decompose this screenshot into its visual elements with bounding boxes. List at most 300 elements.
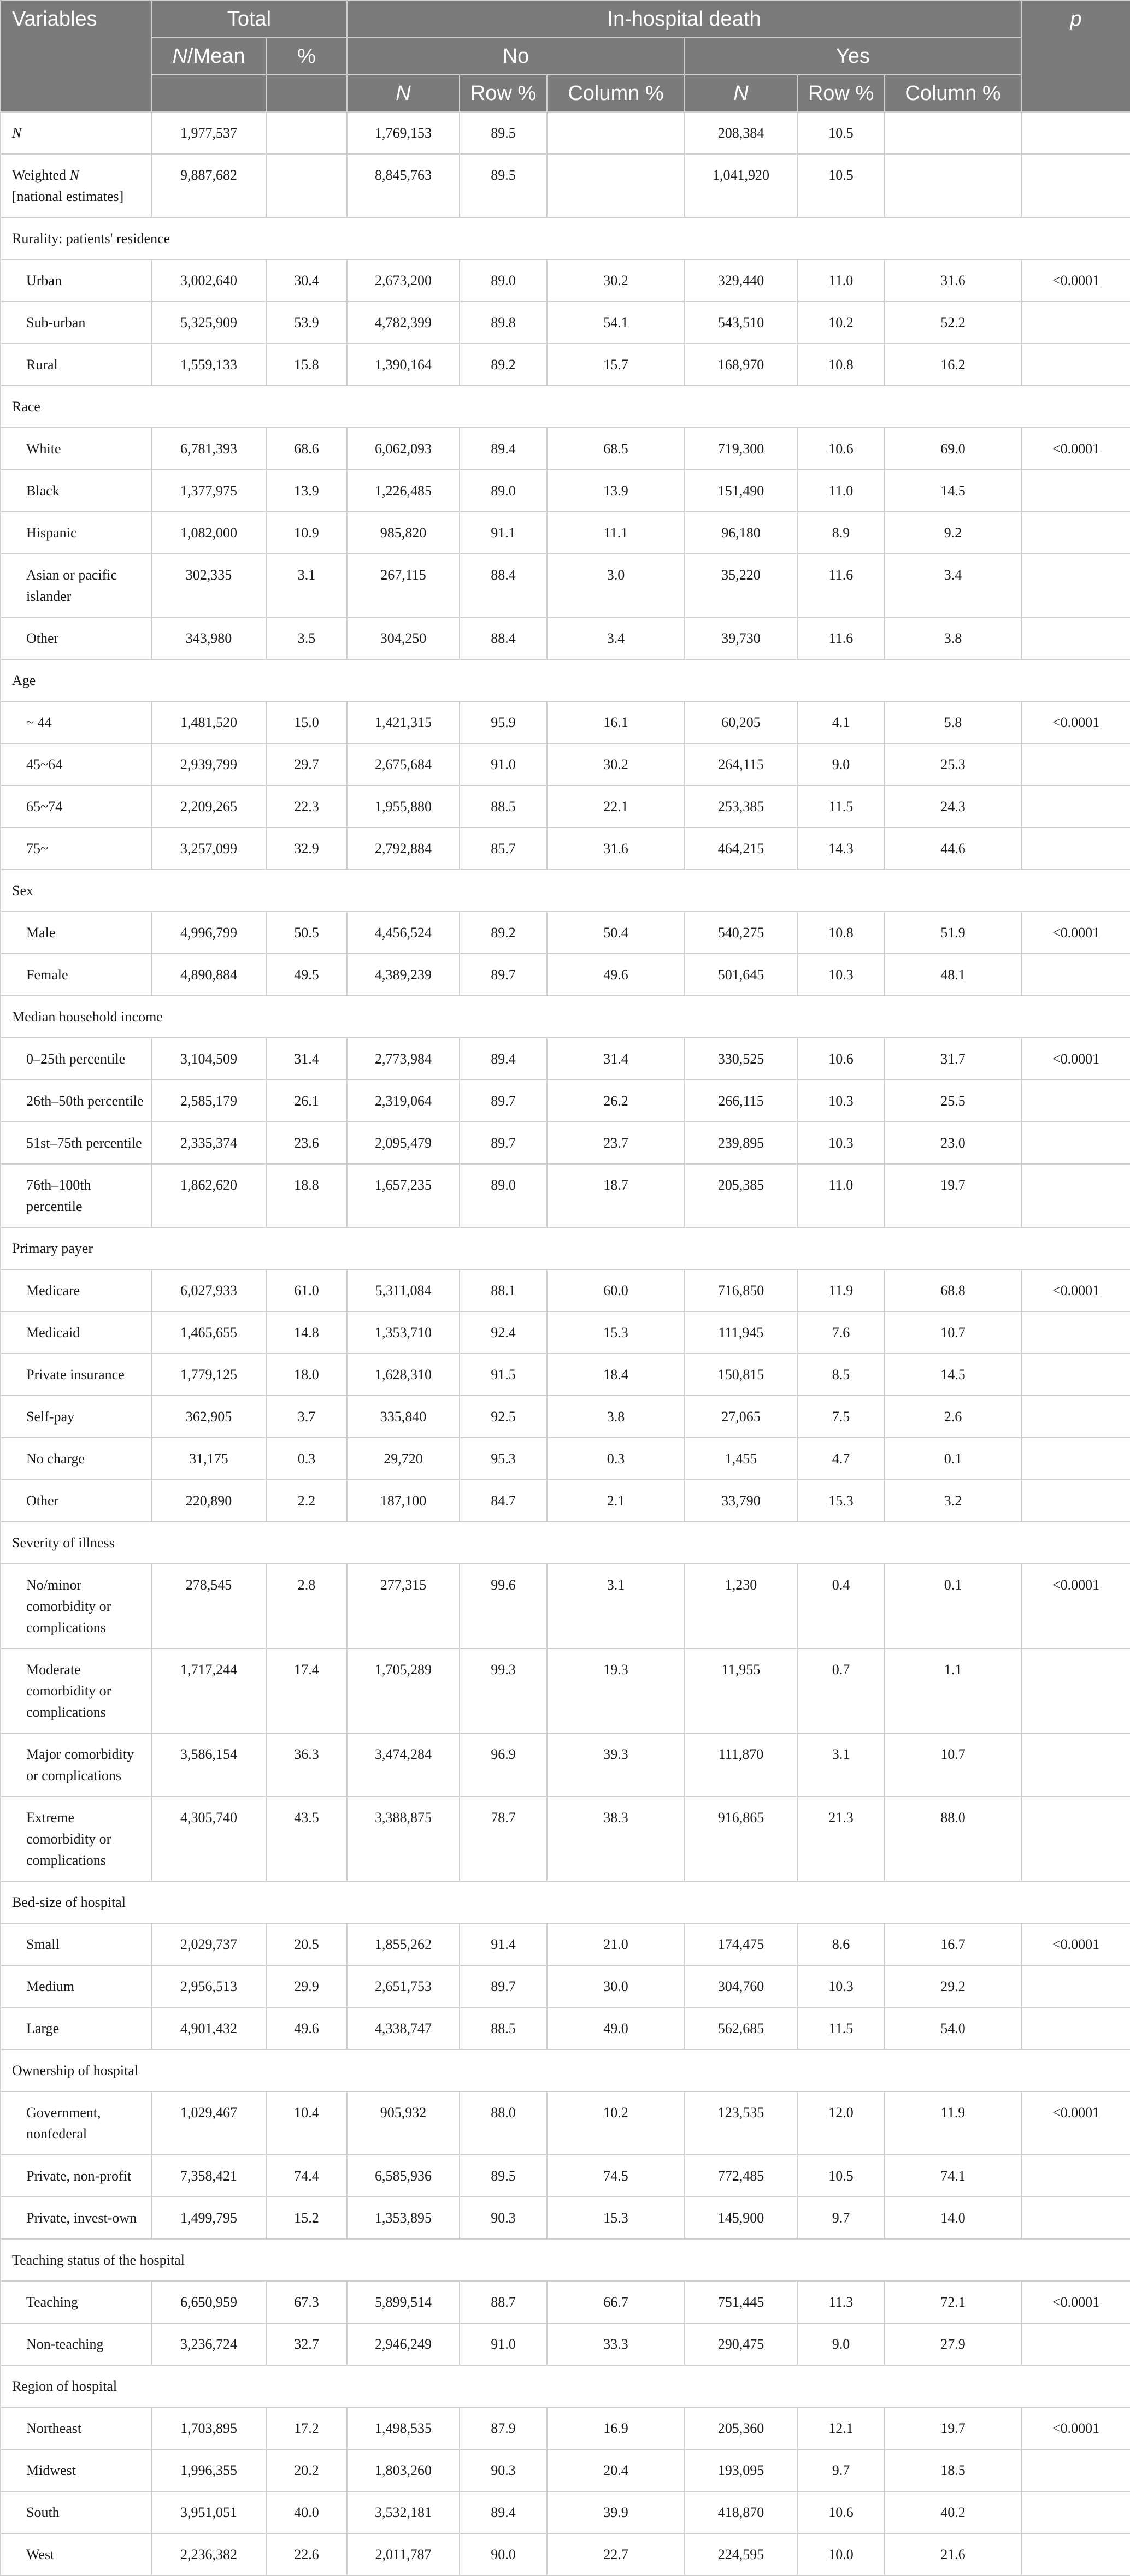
cell-total-pct: 20.2 [266, 2449, 347, 2491]
cell-total-n: 1,499,795 [151, 2197, 266, 2239]
cell-yes-row-pct: 10.3 [797, 1080, 885, 1122]
cell-no-col-pct: 22.7 [547, 2533, 685, 2575]
cell-yes-row-pct: 12.0 [797, 2091, 885, 2155]
table-row [1, 1649, 1130, 1733]
cell-total-pct: 17.4 [266, 1649, 347, 1733]
cell-total-n: 1,779,125 [151, 1354, 266, 1396]
cell-no-row-pct: 78.7 [460, 1797, 547, 1881]
table-row [1, 785, 1130, 828]
cell-total-n: 2,939,799 [151, 743, 266, 785]
row-label: Non-teaching [1, 2323, 151, 2365]
cell-yes-n: 35,220 [685, 554, 797, 617]
row-label: Rural [1, 344, 151, 386]
cell-yes-n: 193,095 [685, 2449, 797, 2491]
cell-total-pct: 15.8 [266, 344, 347, 386]
cell-no-row-pct: 89.7 [460, 1965, 547, 2007]
table-row [1, 112, 1130, 154]
cell-p-value [1021, 785, 1130, 828]
cell-yes-row-pct: 7.6 [797, 1311, 885, 1354]
table-row [1, 2491, 1130, 2533]
cell-total-pct: 14.8 [266, 1311, 347, 1354]
cell-yes-col-pct: 40.2 [885, 2491, 1021, 2533]
cell-yes-row-pct: 10.0 [797, 2533, 885, 2575]
cell-yes-row-pct: 11.6 [797, 617, 885, 659]
cell-total-n: 1,996,355 [151, 2449, 266, 2491]
header-yes: Yes [685, 38, 1021, 75]
section-row [1, 1227, 1130, 1269]
header-blank [266, 75, 347, 112]
cell-no-row-pct: 88.5 [460, 2007, 547, 2049]
table-row [1, 1311, 1130, 1354]
cell-total-n: 3,104,509 [151, 1038, 266, 1080]
cell-yes-n: 540,275 [685, 912, 797, 954]
cell-yes-row-pct: 11.5 [797, 785, 885, 828]
cell-no-n: 2,675,684 [347, 743, 460, 785]
section-row [1, 996, 1130, 1038]
cell-no-col-pct: 31.4 [547, 1038, 685, 1080]
cell-yes-row-pct: 11.6 [797, 554, 885, 617]
cell-no-col-pct: 15.3 [547, 2197, 685, 2239]
table-row [1, 2091, 1130, 2155]
cell-p-value [1021, 1354, 1130, 1396]
cell-no-col-pct: 15.7 [547, 344, 685, 386]
table-row [1, 554, 1130, 617]
cell-no-row-pct: 90.3 [460, 2449, 547, 2491]
table-row [1, 2449, 1130, 2491]
cell-yes-col-pct: 52.2 [885, 302, 1021, 344]
header-variables: Variables [1, 1, 151, 112]
cell-p-value [1021, 1396, 1130, 1438]
cell-yes-n: 1,455 [685, 1438, 797, 1480]
header-total-pct: % [266, 38, 347, 75]
cell-p-value [1021, 1080, 1130, 1122]
cell-no-col-pct: 60.0 [547, 1269, 685, 1311]
header-p: p [1021, 1, 1130, 112]
cell-no-n: 2,946,249 [347, 2323, 460, 2365]
cell-yes-n: 464,215 [685, 828, 797, 870]
section-row [1, 2239, 1130, 2281]
row-label: Major comorbidity or complications [1, 1733, 151, 1797]
table-row [1, 512, 1130, 554]
cell-p-value [1021, 2491, 1130, 2533]
cell-total-n: 302,335 [151, 554, 266, 617]
section-row [1, 386, 1130, 428]
table-row [1, 1564, 1130, 1649]
cell-total-n: 1,481,520 [151, 701, 266, 743]
cell-no-col-pct: 3.1 [547, 1564, 685, 1649]
cell-p-value [1021, 1480, 1130, 1522]
cell-no-n: 3,388,875 [347, 1797, 460, 1881]
cell-yes-col-pct: 14.5 [885, 470, 1021, 512]
cell-yes-n: 27,065 [685, 1396, 797, 1438]
cell-yes-n: 266,115 [685, 1080, 797, 1122]
cell-no-row-pct: 89.4 [460, 428, 547, 470]
cell-yes-row-pct: 15.3 [797, 1480, 885, 1522]
row-label: 51st–75th percentile [1, 1122, 151, 1164]
cell-total-n: 4,901,432 [151, 2007, 266, 2049]
cell-total-pct: 68.6 [266, 428, 347, 470]
cell-yes-row-pct: 10.5 [797, 154, 885, 217]
cell-yes-col-pct: 69.0 [885, 428, 1021, 470]
cell-yes-col-pct: 25.3 [885, 743, 1021, 785]
cell-yes-row-pct: 21.3 [797, 1797, 885, 1881]
cell-yes-row-pct: 9.7 [797, 2449, 885, 2491]
cell-no-row-pct: 88.0 [460, 2091, 547, 2155]
row-label: Medium [1, 1965, 151, 2007]
header-n-mean: N/Mean [151, 38, 266, 75]
cell-yes-n: 111,945 [685, 1311, 797, 1354]
cell-yes-col-pct: 1.1 [885, 1649, 1021, 1733]
cell-p-value [1021, 2155, 1130, 2197]
row-label: Hispanic [1, 512, 151, 554]
cell-total-pct: 23.6 [266, 1122, 347, 1164]
cell-no-col-pct: 54.1 [547, 302, 685, 344]
cell-yes-row-pct: 12.1 [797, 2407, 885, 2449]
cell-yes-n: 39,730 [685, 617, 797, 659]
cell-p-value [1021, 2007, 1130, 2049]
cell-yes-col-pct: 2.6 [885, 1396, 1021, 1438]
cell-total-n: 2,236,382 [151, 2533, 266, 2575]
cell-yes-col-pct: 54.0 [885, 2007, 1021, 2049]
cell-total-pct: 10.9 [266, 512, 347, 554]
table-row [1, 154, 1130, 217]
cell-no-n: 3,532,181 [347, 2491, 460, 2533]
cell-yes-row-pct: 10.5 [797, 112, 885, 154]
cell-yes-n: 33,790 [685, 1480, 797, 1522]
table-row [1, 1797, 1130, 1881]
table-row [1, 1923, 1130, 1965]
cell-no-row-pct: 95.3 [460, 1438, 547, 1480]
cell-total-pct: 61.0 [266, 1269, 347, 1311]
cell-p-value: <0.0001 [1021, 1269, 1130, 1311]
cell-total-pct: 0.3 [266, 1438, 347, 1480]
cell-p-value [1021, 954, 1130, 996]
cell-p-value: <0.0001 [1021, 701, 1130, 743]
cell-no-n: 277,315 [347, 1564, 460, 1649]
cell-p-value [1021, 1649, 1130, 1733]
cell-total-pct: 49.6 [266, 2007, 347, 2049]
section-label: Sex [1, 870, 1130, 912]
cell-total-pct: 3.7 [266, 1396, 347, 1438]
table-body [1, 112, 1130, 2575]
cell-no-row-pct: 95.9 [460, 701, 547, 743]
cell-no-row-pct: 89.7 [460, 1122, 547, 1164]
header-no-row-pct: Row % [460, 75, 547, 112]
cell-p-value [1021, 1438, 1130, 1480]
cell-no-n: 1,226,485 [347, 470, 460, 512]
cell-yes-col-pct [885, 154, 1021, 217]
section-row [1, 659, 1130, 701]
cell-total-n: 1,082,000 [151, 512, 266, 554]
cell-total-n: 2,209,265 [151, 785, 266, 828]
cell-total-pct: 20.5 [266, 1923, 347, 1965]
cell-yes-col-pct: 25.5 [885, 1080, 1021, 1122]
table-row [1, 428, 1130, 470]
cell-yes-n: 290,475 [685, 2323, 797, 2365]
row-label: Urban [1, 259, 151, 302]
cell-no-row-pct: 88.4 [460, 554, 547, 617]
cell-yes-col-pct: 88.0 [885, 1797, 1021, 1881]
cell-yes-col-pct: 19.7 [885, 2407, 1021, 2449]
table-header [1, 1, 1130, 112]
cell-yes-col-pct [885, 112, 1021, 154]
cell-total-pct: 3.1 [266, 554, 347, 617]
table-row [1, 2323, 1130, 2365]
cell-yes-col-pct: 31.7 [885, 1038, 1021, 1080]
cell-yes-row-pct: 10.5 [797, 2155, 885, 2197]
cell-no-n: 985,820 [347, 512, 460, 554]
cell-no-col-pct: 33.3 [547, 2323, 685, 2365]
row-label: N [1, 112, 151, 154]
section-label: Severity of illness [1, 1522, 1130, 1564]
cell-no-n: 2,773,984 [347, 1038, 460, 1080]
section-row [1, 217, 1130, 259]
cell-yes-col-pct: 9.2 [885, 512, 1021, 554]
cell-yes-col-pct: 10.7 [885, 1733, 1021, 1797]
cell-yes-row-pct: 9.0 [797, 743, 885, 785]
table-row [1, 1480, 1130, 1522]
cell-yes-row-pct: 14.3 [797, 828, 885, 870]
cell-no-n: 4,456,524 [347, 912, 460, 954]
cell-p-value [1021, 302, 1130, 344]
cell-total-pct: 29.7 [266, 743, 347, 785]
cell-yes-n: 329,440 [685, 259, 797, 302]
cell-yes-col-pct: 10.7 [885, 1311, 1021, 1354]
row-label: 45~64 [1, 743, 151, 785]
cell-no-col-pct [547, 112, 685, 154]
cell-yes-col-pct: 27.9 [885, 2323, 1021, 2365]
cell-no-col-pct: 0.3 [547, 1438, 685, 1480]
table-row [1, 1438, 1130, 1480]
row-label: Male [1, 912, 151, 954]
cell-no-n: 2,673,200 [347, 259, 460, 302]
cell-total-pct: 49.5 [266, 954, 347, 996]
cell-total-n: 31,175 [151, 1438, 266, 1480]
table-row [1, 828, 1130, 870]
cell-no-col-pct: 18.7 [547, 1164, 685, 1227]
cell-p-value [1021, 1164, 1130, 1227]
cell-total-pct: 53.9 [266, 302, 347, 344]
table-row [1, 344, 1130, 386]
cell-no-col-pct: 74.5 [547, 2155, 685, 2197]
cell-total-n: 220,890 [151, 1480, 266, 1522]
table-row [1, 1965, 1130, 2007]
cell-yes-n: 304,760 [685, 1965, 797, 2007]
section-row [1, 1522, 1130, 1564]
header-total: Total [151, 1, 347, 38]
cell-no-col-pct: 21.0 [547, 1923, 685, 1965]
cell-yes-col-pct: 72.1 [885, 2281, 1021, 2323]
cell-no-n: 29,720 [347, 1438, 460, 1480]
cell-total-n: 4,890,884 [151, 954, 266, 996]
cell-yes-row-pct: 4.1 [797, 701, 885, 743]
table-row [1, 743, 1130, 785]
section-label: Region of hospital [1, 2365, 1130, 2407]
cell-yes-n: 253,385 [685, 785, 797, 828]
table-row [1, 2007, 1130, 2049]
cell-p-value [1021, 1797, 1130, 1881]
cell-no-row-pct: 88.4 [460, 617, 547, 659]
cell-total-pct: 18.0 [266, 1354, 347, 1396]
header-blank [151, 75, 266, 112]
cell-total-n: 3,951,051 [151, 2491, 266, 2533]
section-label: Age [1, 659, 1130, 701]
cell-no-row-pct: 89.7 [460, 954, 547, 996]
cell-total-n: 6,781,393 [151, 428, 266, 470]
cell-no-col-pct: 15.3 [547, 1311, 685, 1354]
cell-total-n: 4,305,740 [151, 1797, 266, 1881]
table-row [1, 2197, 1130, 2239]
cell-yes-n: 1,041,920 [685, 154, 797, 217]
cell-no-n: 2,319,064 [347, 1080, 460, 1122]
cell-total-pct: 17.2 [266, 2407, 347, 2449]
header-yes-col-pct: Column % [885, 75, 1021, 112]
row-label: Other [1, 1480, 151, 1522]
cell-yes-n: 239,895 [685, 1122, 797, 1164]
cell-total-n: 2,335,374 [151, 1122, 266, 1164]
cell-no-n: 1,955,880 [347, 785, 460, 828]
cell-yes-n: 151,490 [685, 470, 797, 512]
cell-no-n: 4,782,399 [347, 302, 460, 344]
cell-yes-row-pct: 10.8 [797, 912, 885, 954]
cell-total-n: 1,559,133 [151, 344, 266, 386]
section-label: Primary payer [1, 1227, 1130, 1269]
cell-yes-row-pct: 0.7 [797, 1649, 885, 1733]
cell-p-value [1021, 344, 1130, 386]
cell-no-col-pct: 20.4 [547, 2449, 685, 2491]
cell-total-pct: 30.4 [266, 259, 347, 302]
cell-p-value: <0.0001 [1021, 1923, 1130, 1965]
cell-yes-row-pct: 9.7 [797, 2197, 885, 2239]
cell-yes-n: 111,870 [685, 1733, 797, 1797]
cell-p-value [1021, 1733, 1130, 1797]
row-label: 76th–100th percentile [1, 1164, 151, 1227]
cell-no-n: 2,095,479 [347, 1122, 460, 1164]
table-row [1, 1269, 1130, 1311]
row-label: Black [1, 470, 151, 512]
cell-yes-col-pct: 0.1 [885, 1564, 1021, 1649]
cell-yes-col-pct: 74.1 [885, 2155, 1021, 2197]
cell-no-n: 8,845,763 [347, 154, 460, 217]
cell-no-col-pct: 49.0 [547, 2007, 685, 2049]
section-row [1, 2049, 1130, 2091]
row-label: Weighted N [national estimates] [1, 154, 151, 217]
cell-no-row-pct: 91.5 [460, 1354, 547, 1396]
cell-no-n: 187,100 [347, 1480, 460, 1522]
cell-no-row-pct: 89.4 [460, 1038, 547, 1080]
cell-no-n: 4,389,239 [347, 954, 460, 996]
cell-yes-n: 543,510 [685, 302, 797, 344]
cell-yes-n: 330,525 [685, 1038, 797, 1080]
cell-no-col-pct: 3.4 [547, 617, 685, 659]
row-label: Private, invest-own [1, 2197, 151, 2239]
cell-total-n: 2,029,737 [151, 1923, 266, 1965]
cell-p-value [1021, 554, 1130, 617]
cell-yes-row-pct: 11.0 [797, 259, 885, 302]
cell-total-pct: 15.0 [266, 701, 347, 743]
cell-no-n: 5,311,084 [347, 1269, 460, 1311]
row-label: Sub-urban [1, 302, 151, 344]
row-label: 26th–50th percentile [1, 1080, 151, 1122]
row-label: South [1, 2491, 151, 2533]
row-label: Female [1, 954, 151, 996]
cell-no-col-pct: 38.3 [547, 1797, 685, 1881]
cell-p-value [1021, 743, 1130, 785]
cell-p-value: <0.0001 [1021, 1564, 1130, 1649]
row-label: Self-pay [1, 1396, 151, 1438]
cell-yes-row-pct: 8.5 [797, 1354, 885, 1396]
cell-yes-n: 562,685 [685, 2007, 797, 2049]
table-row [1, 1080, 1130, 1122]
cell-total-n: 343,980 [151, 617, 266, 659]
section-row [1, 870, 1130, 912]
cell-no-col-pct: 66.7 [547, 2281, 685, 2323]
cell-yes-n: 96,180 [685, 512, 797, 554]
cell-p-value [1021, 2323, 1130, 2365]
cell-yes-col-pct: 11.9 [885, 2091, 1021, 2155]
cell-yes-row-pct: 10.2 [797, 302, 885, 344]
cell-yes-col-pct: 3.4 [885, 554, 1021, 617]
cell-yes-n: 168,970 [685, 344, 797, 386]
section-label: Bed-size of hospital [1, 1881, 1130, 1923]
cell-p-value: <0.0001 [1021, 428, 1130, 470]
cell-no-col-pct: 16.9 [547, 2407, 685, 2449]
cell-yes-row-pct: 11.0 [797, 470, 885, 512]
cell-no-col-pct: 11.1 [547, 512, 685, 554]
cell-yes-col-pct: 48.1 [885, 954, 1021, 996]
cell-no-n: 2,792,884 [347, 828, 460, 870]
cell-total-n: 1,703,895 [151, 2407, 266, 2449]
cell-no-n: 335,840 [347, 1396, 460, 1438]
cell-yes-n: 205,385 [685, 1164, 797, 1227]
cell-no-n: 6,062,093 [347, 428, 460, 470]
cell-yes-col-pct: 16.2 [885, 344, 1021, 386]
table-row [1, 2281, 1130, 2323]
cell-total-pct: 10.4 [266, 2091, 347, 2155]
cell-no-row-pct: 92.5 [460, 1396, 547, 1438]
cell-total-pct: 29.9 [266, 1965, 347, 2007]
cell-no-col-pct: 2.1 [547, 1480, 685, 1522]
cell-yes-col-pct: 14.5 [885, 1354, 1021, 1396]
cell-yes-n: 224,595 [685, 2533, 797, 2575]
cell-no-col-pct: 19.3 [547, 1649, 685, 1733]
cell-yes-row-pct: 9.0 [797, 2323, 885, 2365]
cell-no-n: 1,705,289 [347, 1649, 460, 1733]
cell-no-col-pct: 26.2 [547, 1080, 685, 1122]
cell-total-pct: 40.0 [266, 2491, 347, 2533]
cell-no-row-pct: 99.3 [460, 1649, 547, 1733]
cell-p-value: <0.0001 [1021, 259, 1130, 302]
cell-total-pct: 43.5 [266, 1797, 347, 1881]
cell-total-n: 1,862,620 [151, 1164, 266, 1227]
table-row [1, 302, 1130, 344]
row-label: West [1, 2533, 151, 2575]
cell-total-pct: 50.5 [266, 912, 347, 954]
row-label: Private insurance [1, 1354, 151, 1396]
cell-yes-n: 60,205 [685, 701, 797, 743]
cell-total-pct: 18.8 [266, 1164, 347, 1227]
cell-total-pct [266, 112, 347, 154]
cell-total-n: 3,236,724 [151, 2323, 266, 2365]
cell-p-value: <0.0001 [1021, 2281, 1130, 2323]
section-label: Teaching status of the hospital [1, 2239, 1130, 2281]
cell-total-n: 1,465,655 [151, 1311, 266, 1354]
cell-no-col-pct: 23.7 [547, 1122, 685, 1164]
header-in-hospital-death: In-hospital death [347, 1, 1021, 38]
cell-yes-n: 123,535 [685, 2091, 797, 2155]
cell-no-row-pct: 91.4 [460, 1923, 547, 1965]
cell-no-col-pct: 18.4 [547, 1354, 685, 1396]
